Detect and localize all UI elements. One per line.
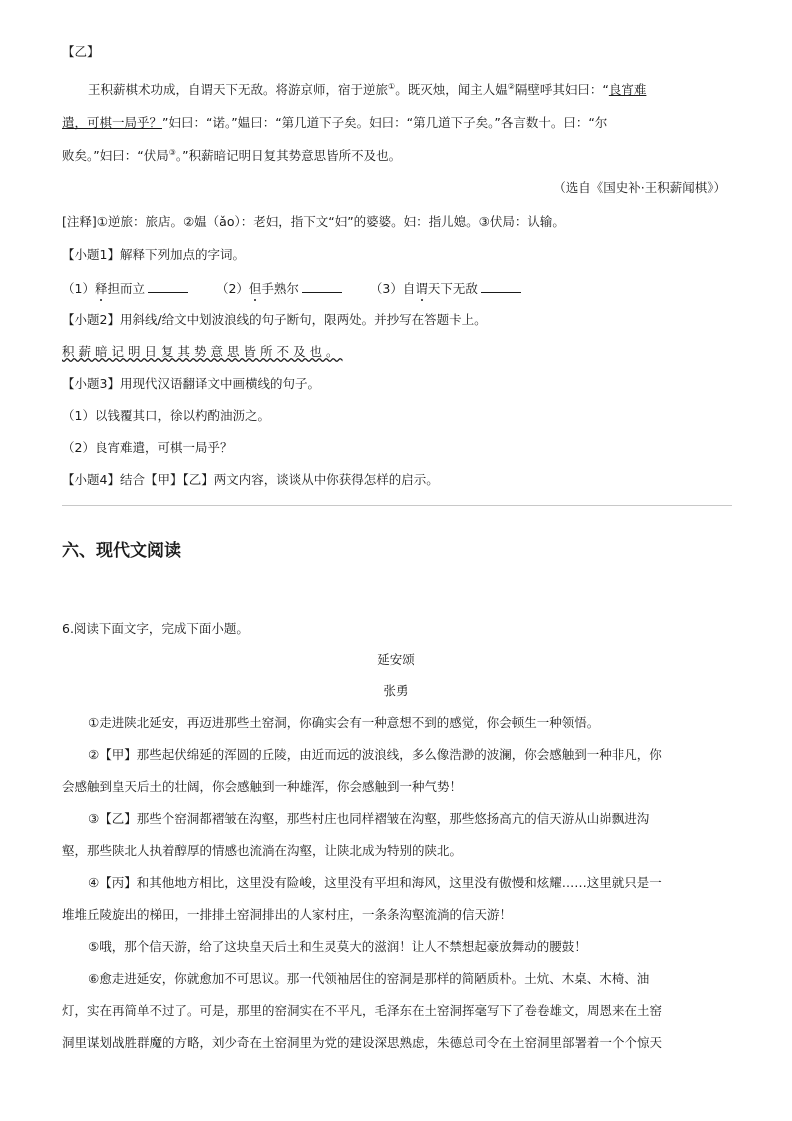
question-3-item-2: （2）良宵难遣，可棋一局乎？ [62, 440, 233, 455]
article-line: 灯，实在再简单不过了。可是，那里的窑洞实在不平凡，毛泽东在土窑洞挥毫写下了卷卷雄文，周恩来在土窑 [62, 1003, 663, 1018]
article-title: 延安颂 [377, 652, 415, 667]
article-line: ④【丙】和其他地方相比，这里没有险峻，这里没有平坦和海风，这里没有傲慢和炫耀……这里就只是一 [88, 875, 662, 890]
question-1-title: 【小题1】解释下列加点的字词。 [62, 247, 245, 262]
section-b-label: 【乙】 [62, 44, 100, 59]
source-citation: （选自《国史补·王积薪闻棋》） [553, 180, 726, 195]
annotation-notes: [注释]①逆旅：旅店。②媪（ǎo）：老妇，指下文“妇”的婆婆。妇：指儿媳。③伏局：认输。 [62, 214, 565, 229]
story-line-3: 败矣。”妇曰：“伏局③。”积薪暗记明日复其势意思皆所不及也。 [62, 147, 402, 163]
article-line: ⑤哦，那个信天游，给了这块皇天后土和生灵莫大的滋润！让人不禁想起豪放舞动的腰鼓！ [88, 939, 587, 954]
question-2-sentence: 积薪暗记明日复其势意思皆所不及也。 [62, 344, 343, 359]
article-line: ③【乙】那些个窑洞都褶皱在沟壑，那些村庄也同样褶皱在沟壑，那些悠扬高亢的信天游从山峁飘进沟 [88, 811, 650, 826]
answer-blank[interactable] [481, 280, 521, 293]
article-author: 张勇 [383, 683, 409, 698]
article-line: 堆堆丘陵旋出的梯田，一排排土窑洞排出的人家村庄，一条条沟壑流淌的信天游！ [62, 907, 513, 922]
section-divider [62, 505, 732, 506]
article-line: 壑，那些陕北人执着醇厚的情感也流淌在沟壑，让陕北成为特别的陕北。 [62, 843, 463, 858]
article-line: 会感触到皇天后土的壮阔，你会感触到一种雄浑，你会感触到一种气势！ [62, 779, 463, 794]
article-line: ②【甲】那些起伏绵延的浑圆的丘陵，由近而远的波浪线，多么像浩渺的波澜，你会感触到一种非凡，你 [88, 747, 662, 762]
question-1-items: （1）释担而立 （2）但手熟尔 （3）自谓天下无敌 [62, 280, 521, 297]
article-line: 洞里谋划战胜群魔的方略，刘少奇在土窑洞里为党的建设深思熟虑，朱德总司令在土窑洞里部署着一个个惊天 [62, 1035, 663, 1050]
question-3-item-1: （1）以钱覆其口，徐以杓酌油沥之。 [62, 408, 270, 423]
story-line-2: 遣，可棋一局乎？”妇曰：“诺。”媪曰：“第几道下子矣。妇曰：“第几道下子矣。”各言数十。曰：“尔 [62, 115, 608, 130]
article-line: ⑥愈走进延安，你就愈加不可思议。那一代领袖居住的窑洞是那样的简陋质朴。土炕、木桌、木椅、油 [88, 971, 650, 986]
answer-blank[interactable] [302, 280, 342, 293]
question-3-title: 【小题3】用现代汉语翻译文中画横线的句子。 [62, 376, 320, 391]
article-line: ①走进陕北延安，再迈进那些土窑洞，你确实会有一种意想不到的感觉，你会顿生一种领悟。 [88, 715, 600, 730]
reading-instruction: 6.阅读下面文字，完成下面小题。 [62, 621, 249, 636]
question-4-title: 【小题4】结合【甲】【乙】两文内容，谈谈从中你获得怎样的启示。 [62, 472, 439, 487]
answer-blank[interactable] [148, 280, 188, 293]
story-line-1: 王积薪棋术功成，自谓天下无敌。将游京师，宿于逆旅①。既灭烛，闻主人媪②隔壁呼其妇曰：“良宵难 [88, 81, 647, 97]
section-heading: 六、现代文阅读 [62, 541, 181, 561]
question-2-title: 【小题2】用斜线/给文中划波浪线的句子断句，限两处。并抄写在答题卡上。 [62, 312, 487, 327]
